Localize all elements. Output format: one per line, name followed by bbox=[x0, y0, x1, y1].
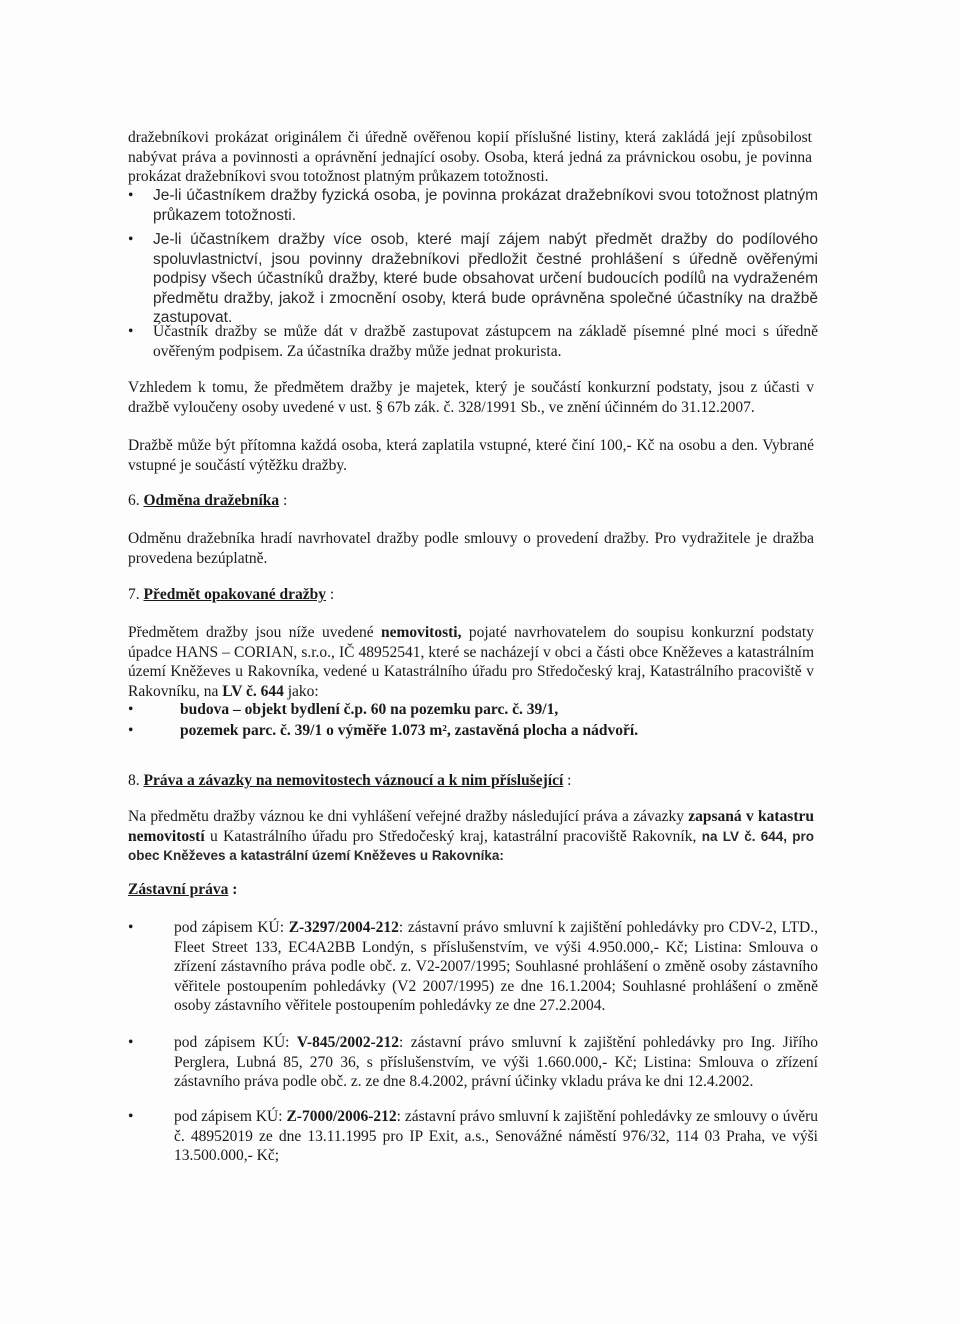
z1-record: Z-3297/2004-212 bbox=[288, 919, 399, 936]
bullet-icon: • bbox=[128, 701, 134, 718]
bullet-text: Je-li účastníkem dražby více osob, které mají zájem nabýt předmět dražby do podílového spoluvlastnictví, jsou povinny dražebníkovi předložit čestné prohlášení s úředně ověřenými podpisy všech účastníků dražby, které bude obsahovat určení budoucích podílů na vydraženém předmětu dražby, jakož i zmocnění osoby, která bude oprávněna společné účastníky na dražbě zastupovat. bbox=[153, 231, 818, 326]
paragraph-prava bbox=[128, 807, 814, 866]
predmet-text-d: LV č. 644 bbox=[222, 682, 284, 700]
section-number: 8. bbox=[128, 772, 140, 789]
property-text: budova – objekt bydlení č.p. 60 na pozemku parc. č. 39/1, bbox=[180, 701, 559, 718]
z1-c: : zástavní právo smluvní k zajištění pohledávky pro CDV-2, LTD., Fleet Street 133, EC4A2BB Londýn, s příslušenstvím, ve výši 4.950.000,- Kč; Listina: Smlouva o zřízení zástavního práva podle obč. z. V2-2007/1995; Souhlasné prohlášení o změně osoby zástavního věřitele postoupením pohledávky (V2 2007/1995) ze dne 16.1.2004; Souhlasné prohlášení o změně osoby zástavního věřitele postoupením pohledávky ze dne 27.2.2004. bbox=[174, 919, 818, 1014]
predmet-text-b: nemovitosti, bbox=[380, 624, 462, 641]
section-number: 6. bbox=[128, 492, 140, 509]
zastavni-pravo-1 bbox=[128, 918, 818, 1028]
bullet-text: Účastník dražby se může dát v dražbě zastupovat zástupcem na základě písemné plné moci s úředně ověřeným podpisem. Za účastníka dražby může jednat prokurista. bbox=[153, 323, 818, 360]
z3-record: Z-7000/2006-212 bbox=[286, 1108, 397, 1125]
intro-paragraph: dražebníkovi prokázat originálem či úředně ověřenou kopií příslušné listiny, která zakládá její způsobilost nabývat práva a povinnosti a oprávnění jednající osoby. Osoba, která jedná za právnickou osobu, je povinna prokázat dražebníkovi svou totožnost platným průkazem totožnosti. bbox=[128, 129, 812, 185]
section-title: Práva a závazky na nemovitostech váznoucí a k nim příslušející bbox=[143, 772, 564, 789]
zastavni-title: Zástavní práva bbox=[128, 881, 229, 898]
zastavni-pravo-3 bbox=[128, 1107, 818, 1177]
bullet-icon: • bbox=[128, 323, 134, 340]
z1-a: pod zápisem KÚ: bbox=[174, 919, 289, 936]
section-number: 7. bbox=[128, 586, 140, 603]
section-colon: : bbox=[283, 492, 288, 509]
zastavni-text bbox=[174, 1033, 818, 1092]
z3-a: pod zápisem KÚ: bbox=[174, 1108, 287, 1125]
z2-c: : zástavní právo smluvní k zajištění pohledávky pro Ing. Jiřího Perglera, Lubná 85, 270 36, s příslušenstvím, ve výši 1.660.000,- Kč; Listina: Smlouva o zřízení zástavního práva podle obč. z. ze dne 8.4.2002, právní účinky vkladu práva ke dni 12.4.2002. bbox=[174, 1034, 818, 1090]
paragraph-vstupne: Dražbě může být přítomna každá osoba, která zaplatila vstupné, které činí 100,- Kč na osobu a den. Vybrané vstupné je součástí výtěžku dražby. bbox=[128, 437, 814, 474]
z2-record: V-845/2002-212 bbox=[296, 1034, 400, 1051]
section-colon: : bbox=[329, 586, 335, 603]
bullet-icon: • bbox=[128, 231, 134, 248]
predmet-text-e: jako: bbox=[283, 682, 319, 700]
bullet-icon: • bbox=[128, 1034, 134, 1051]
bullet-fyzicka-osoba bbox=[128, 186, 818, 226]
prava-text-c: u Katastrálního úřadu pro Středočeský kraj, katastrální pracoviště Rakovník, bbox=[204, 827, 702, 845]
paragraph-vzhledem: Vzhledem k tomu, že předmětem dražby je majetek, který je součástí konkurzní podstaty, jsou z účasti v dražbě vyloučeny osoby uvedené v ust. § 67b zák. č. 328/1991 Sb., ve znění účinném do 31.12.2007. bbox=[128, 379, 814, 416]
bullet-vice-osob bbox=[128, 230, 818, 330]
section-colon: : bbox=[567, 772, 572, 789]
section-6-heading bbox=[128, 491, 287, 511]
section-8-heading bbox=[128, 771, 571, 791]
zastavni-prava-heading bbox=[128, 880, 237, 900]
prava-text-a: Na předmětu dražby váznou ke dni vyhlášení veřejné dražby následující práva a závazky bbox=[128, 808, 689, 825]
zastavni-text bbox=[174, 918, 818, 1016]
bullet-icon: • bbox=[128, 187, 134, 204]
prava-text-b: zapsaná v katastru nemovitostí bbox=[128, 808, 814, 845]
bullet-icon: • bbox=[128, 919, 134, 936]
z2-a: pod zápisem KÚ: bbox=[174, 1034, 297, 1051]
z3-c: : zástavní právo smluvní k zajištění pohledávky ze smlouvy o úvěru č. 48952019 ze dne 13.11.1995 pro IP Exit, a.s., Senovážné náměstí 976/32, 114 03 Praha, ve výši 13.500.000,- Kč; bbox=[174, 1108, 818, 1164]
prava-text-d: na LV č. 644, pro obec Kněževes a katastrální území Kněževes u Rakovníka: bbox=[128, 828, 814, 863]
bullet-icon: • bbox=[128, 722, 134, 739]
bullet-text: Je-li účastníkem dražby fyzická osoba, je povinna prokázat dražebníkovi svou totožnost platným průkazem totožnosti. bbox=[153, 187, 818, 224]
predmet-text-c: pojaté navrhovatelem do soupisu konkurzní podstaty úpadce HANS – CORIAN, s.r.o., IČ 48952541, které se nacházejí v obci a části obce Kněževes a katastrálním území Kněževes u Rakovníka, vedené u Katastrálního úřadu pro Středočeský kraj, Katastrálního pracoviště v Rakovníku, na bbox=[128, 624, 814, 700]
zastavni-text bbox=[174, 1107, 818, 1166]
paragraph-predmet bbox=[128, 623, 814, 701]
zastavni-pravo-2 bbox=[128, 1033, 818, 1103]
section-7-heading bbox=[128, 585, 334, 605]
paragraph-odmena: Odměnu dražebníka hradí navrhovatel dražby podle smlouvy o provedení dražby. Pro vydražitele je dražba provedena bezúplatně. bbox=[128, 530, 814, 567]
section-title: Předmět opakované dražby bbox=[143, 586, 327, 603]
predmet-text-a: Předmětem dražby jsou níže uvedené bbox=[128, 624, 381, 641]
bullet-zastupce bbox=[128, 322, 818, 362]
bullet-icon: • bbox=[128, 1108, 134, 1125]
zastavni-colon: : bbox=[232, 881, 238, 898]
section-title: Odměna dražebníka bbox=[143, 492, 280, 509]
property-text: pozemek parc. č. 39/1 o výměře 1.073 m², zastavěná plocha a nádvoří. bbox=[180, 722, 639, 739]
